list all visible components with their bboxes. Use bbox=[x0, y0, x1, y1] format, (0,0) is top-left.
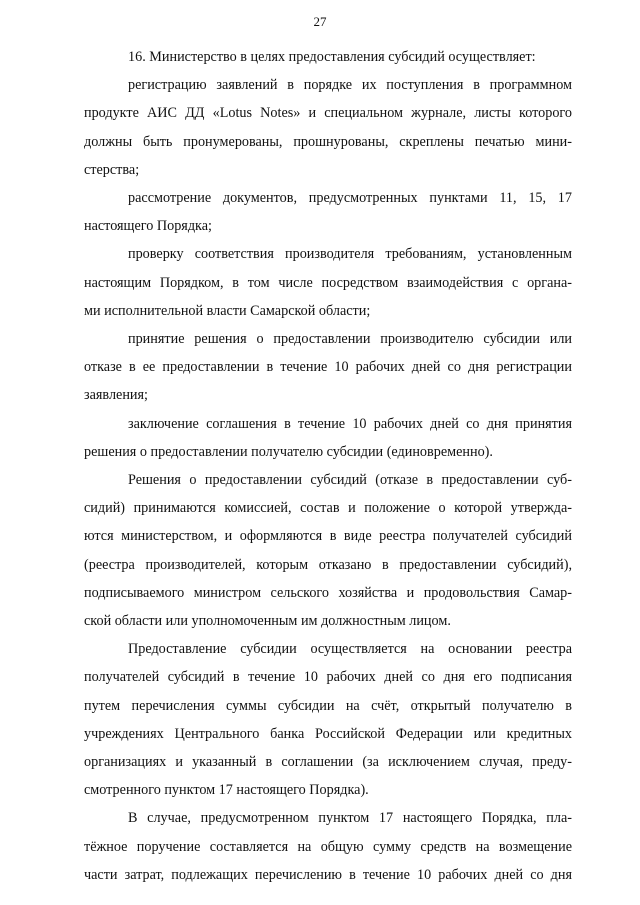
text-line: получателей субсидий в течение 10 рабочих дней со дня его подписания bbox=[84, 669, 572, 686]
text-line: регистрацию заявлений в порядке их поступления в программном bbox=[128, 77, 572, 94]
text-line: ются министерством, и оформляются в виде реестра получателей субсидий bbox=[84, 528, 572, 545]
text-line: решения о предоставлении получателю субсидии (единовременно). bbox=[84, 443, 493, 460]
document-body bbox=[84, 43, 572, 889]
paragraph bbox=[84, 325, 572, 410]
text-line: подписываемого министром сельского хозяйства и продовольствия Самар- bbox=[84, 584, 572, 601]
paragraph bbox=[84, 184, 572, 240]
text-line: смотренного пунктом 17 настоящего Порядка). bbox=[84, 782, 369, 799]
text-line: Решения о предоставлении субсидий (отказе в предоставлении суб- bbox=[128, 472, 572, 489]
paragraph bbox=[84, 410, 572, 466]
text-line: отказе в ее предоставлении в течение 10 рабочих дней со дня регистрации bbox=[84, 359, 572, 376]
text-line: рассмотрение документов, предусмотренных пунктами 11, 15, 17 bbox=[128, 190, 572, 207]
page-number: 27 bbox=[313, 14, 327, 29]
text-line: части затрат, подлежащих перечислению в течение 10 рабочих дней со дня bbox=[84, 866, 572, 883]
paragraph bbox=[84, 804, 572, 889]
text-line: принятие решения о предоставлении производителю субсидии или bbox=[128, 331, 572, 348]
paragraph bbox=[84, 466, 572, 635]
text-line: должны быть пронумерованы, прошнурованы, скреплены печатью мини- bbox=[84, 133, 572, 150]
text-line: сидий) принимаются комиссией, состав и положение о которой утвержда- bbox=[84, 500, 572, 517]
text-line: 16. Министерство в целях предоставления субсидий осуществляет: bbox=[128, 49, 536, 65]
text-line: В случае, предусмотренном пунктом 17 настоящего Порядка, пла- bbox=[128, 810, 572, 827]
text-line: заявления; bbox=[84, 387, 148, 404]
text-line: настоящим Порядком, в том числе посредством взаимодействия с органа- bbox=[84, 274, 572, 291]
text-line: (реестра производителей, которым отказано в предоставлении субсидий), bbox=[84, 556, 572, 573]
paragraph bbox=[84, 43, 572, 71]
text-line: организациях и указанный в соглашении (за исключением случая, преду- bbox=[84, 754, 572, 771]
text-line: настоящего Порядка; bbox=[84, 218, 212, 235]
text-line: путем перечисления суммы субсидии на счёт, открытый получателю в bbox=[84, 697, 572, 714]
text-line: продукте АИС ДД «Lotus Notes» и специальном журнале, листы которого bbox=[84, 105, 572, 122]
text-line: проверку соответствия производителя требованиям, установленным bbox=[128, 246, 572, 263]
text-line: заключение соглашения в течение 10 рабочих дней со дня принятия bbox=[128, 415, 572, 432]
text-line: стерства; bbox=[84, 161, 140, 178]
text-line: тёжное поручение составляется на общую сумму средств на возмещение bbox=[84, 838, 572, 855]
text-line: ми исполнительной власти Самарской области; bbox=[84, 302, 371, 319]
paragraph bbox=[84, 635, 572, 804]
text-line: Предоставление субсидии осуществляется на основании реестра bbox=[128, 641, 572, 658]
text-line: учреждениях Центрального банка Российской Федерации или кредитных bbox=[84, 725, 572, 742]
paragraph bbox=[84, 71, 572, 184]
paragraph bbox=[84, 240, 572, 325]
text-line: ской области или уполномоченным им должностным лицом. bbox=[84, 613, 451, 630]
